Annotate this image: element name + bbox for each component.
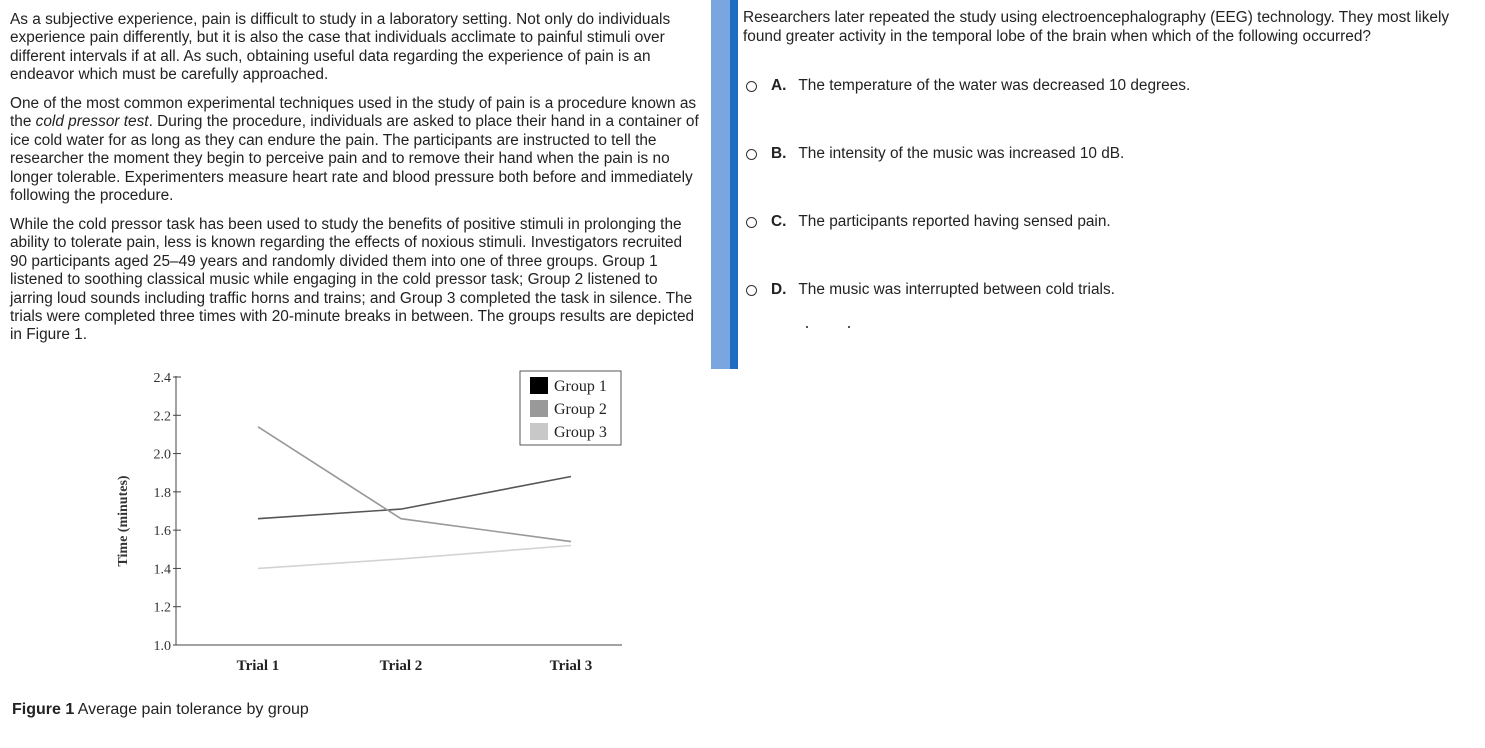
y-axis [116, 371, 181, 654]
legend-swatch-group-2 [530, 400, 548, 417]
passage-paragraph-3: While the cold pressor task has been used to study the benefits of positive stimuli in prolonging the ability to tolerate pain, less is known regarding the effects of noxious stimuli. Investigators recruited 90 participants aged 25–49 years and randomly divided them into one of three groups. Group 1 listened to soothing classical music while engaging in the cold pressor task; Group 2 listened to jarring loud sounds including traffic horns and trains; and Group 3 completed the task in silence. The trials were completed three times with 20-minute breaks in between. The groups results are depicted in Figure 1. [10, 216, 695, 344]
y-tick-label: 1.6 [153, 524, 171, 540]
legend-swatch-group-3 [530, 423, 548, 440]
option-letter-d: D. [771, 281, 787, 298]
legend-swatch-group-1 [530, 377, 548, 394]
y-tick-label: 2.0 [153, 447, 171, 463]
radio-button-d[interactable] [746, 285, 757, 296]
option-letter-b: B. [771, 145, 787, 162]
figure-caption-text: Average pain tolerance by group [77, 701, 309, 718]
y-tick-label: 2.2 [153, 409, 171, 425]
y-tick-label: 2.4 [153, 371, 171, 386]
passage-paragraph-2-start: One of the most common experimental techniques used in the study of pain is a procedure known as the [10, 95, 697, 131]
x-tick-label: Trial 2 [379, 658, 423, 674]
radio-button-a[interactable] [746, 81, 757, 92]
answer-option-a[interactable] [746, 74, 1446, 98]
passage-pane [0, 0, 711, 748]
x-tick-label: Trial 3 [549, 658, 593, 674]
option-text-a: The temperature of the water was decreased 10 degrees. [798, 77, 1191, 94]
pane-divider[interactable] [711, 0, 738, 369]
radio-button-b[interactable] [746, 149, 757, 160]
question-pane [742, 0, 1482, 369]
stray-mark [806, 326, 808, 328]
figure-caption [12, 701, 309, 719]
passage-paragraph-2-end: . During the procedure, individuals are asked to place their hand in a container of ice cold water for as long as they can endure the pain. The participants are instructed to tell the researcher the moment they begin to perceive pain and to remove their hand when the pain is no longer tolerable. Experimenters measure heart rate and blood pressure both before and immediately following the procedure. [10, 113, 699, 205]
passage-paragraph-1: As a subjective experience, pain is difficult to study in a laboratory setting. Not only do individuals experience pain differently, but it is also the case that individuals acclimate to painful stimuli over different intervals if at all. As such, obtaining useful data regarding the experience of pain is an endeavor which must be carefully approached. [10, 11, 671, 84]
x-axis [176, 645, 622, 674]
y-tick-label: 1.4 [153, 562, 171, 578]
legend-label-group-2: Group 2 [554, 401, 607, 418]
pane-divider-handle[interactable] [730, 0, 738, 369]
answer-option-c[interactable] [746, 210, 1446, 234]
line-chart [100, 360, 640, 690]
y-axis-title: Time (minutes) [116, 475, 131, 567]
option-text-c: The participants reported having sensed pain. [798, 213, 1111, 230]
stray-mark [848, 326, 850, 328]
legend-label-group-3: Group 3 [554, 424, 607, 441]
figure-label: Figure 1 [12, 701, 75, 718]
cold-pressor-test-term: cold pressor test [35, 113, 149, 131]
radio-button-c[interactable] [746, 217, 757, 228]
chart-legend [520, 371, 621, 445]
series-line-group-1 [258, 477, 571, 519]
series-line-group-3 [258, 546, 571, 569]
legend-label-group-1: Group 1 [554, 378, 607, 395]
question-stem: Researchers later repeated the study using electroencephalography (EEG) technology. They most likely found greater activity in the temporal lobe of the brain when which of the following occurred? [743, 9, 1450, 45]
x-tick-label: Trial 1 [236, 658, 280, 674]
option-letter-a: A. [771, 77, 787, 94]
y-tick-label: 1.2 [153, 600, 171, 616]
pane-divider-light [711, 0, 730, 369]
option-text-d: The music was interrupted between cold trials. [798, 281, 1115, 298]
passage-paragraph-2 [10, 95, 702, 205]
y-tick-label: 1.8 [153, 485, 171, 501]
y-tick-label: 1.0 [153, 639, 171, 654]
answer-option-b[interactable] [746, 142, 1446, 166]
answer-option-d[interactable] [746, 278, 1446, 302]
option-text-b: The intensity of the music was increased 10 dB. [798, 145, 1125, 162]
series-lines [258, 427, 571, 569]
option-letter-c: C. [771, 213, 787, 230]
